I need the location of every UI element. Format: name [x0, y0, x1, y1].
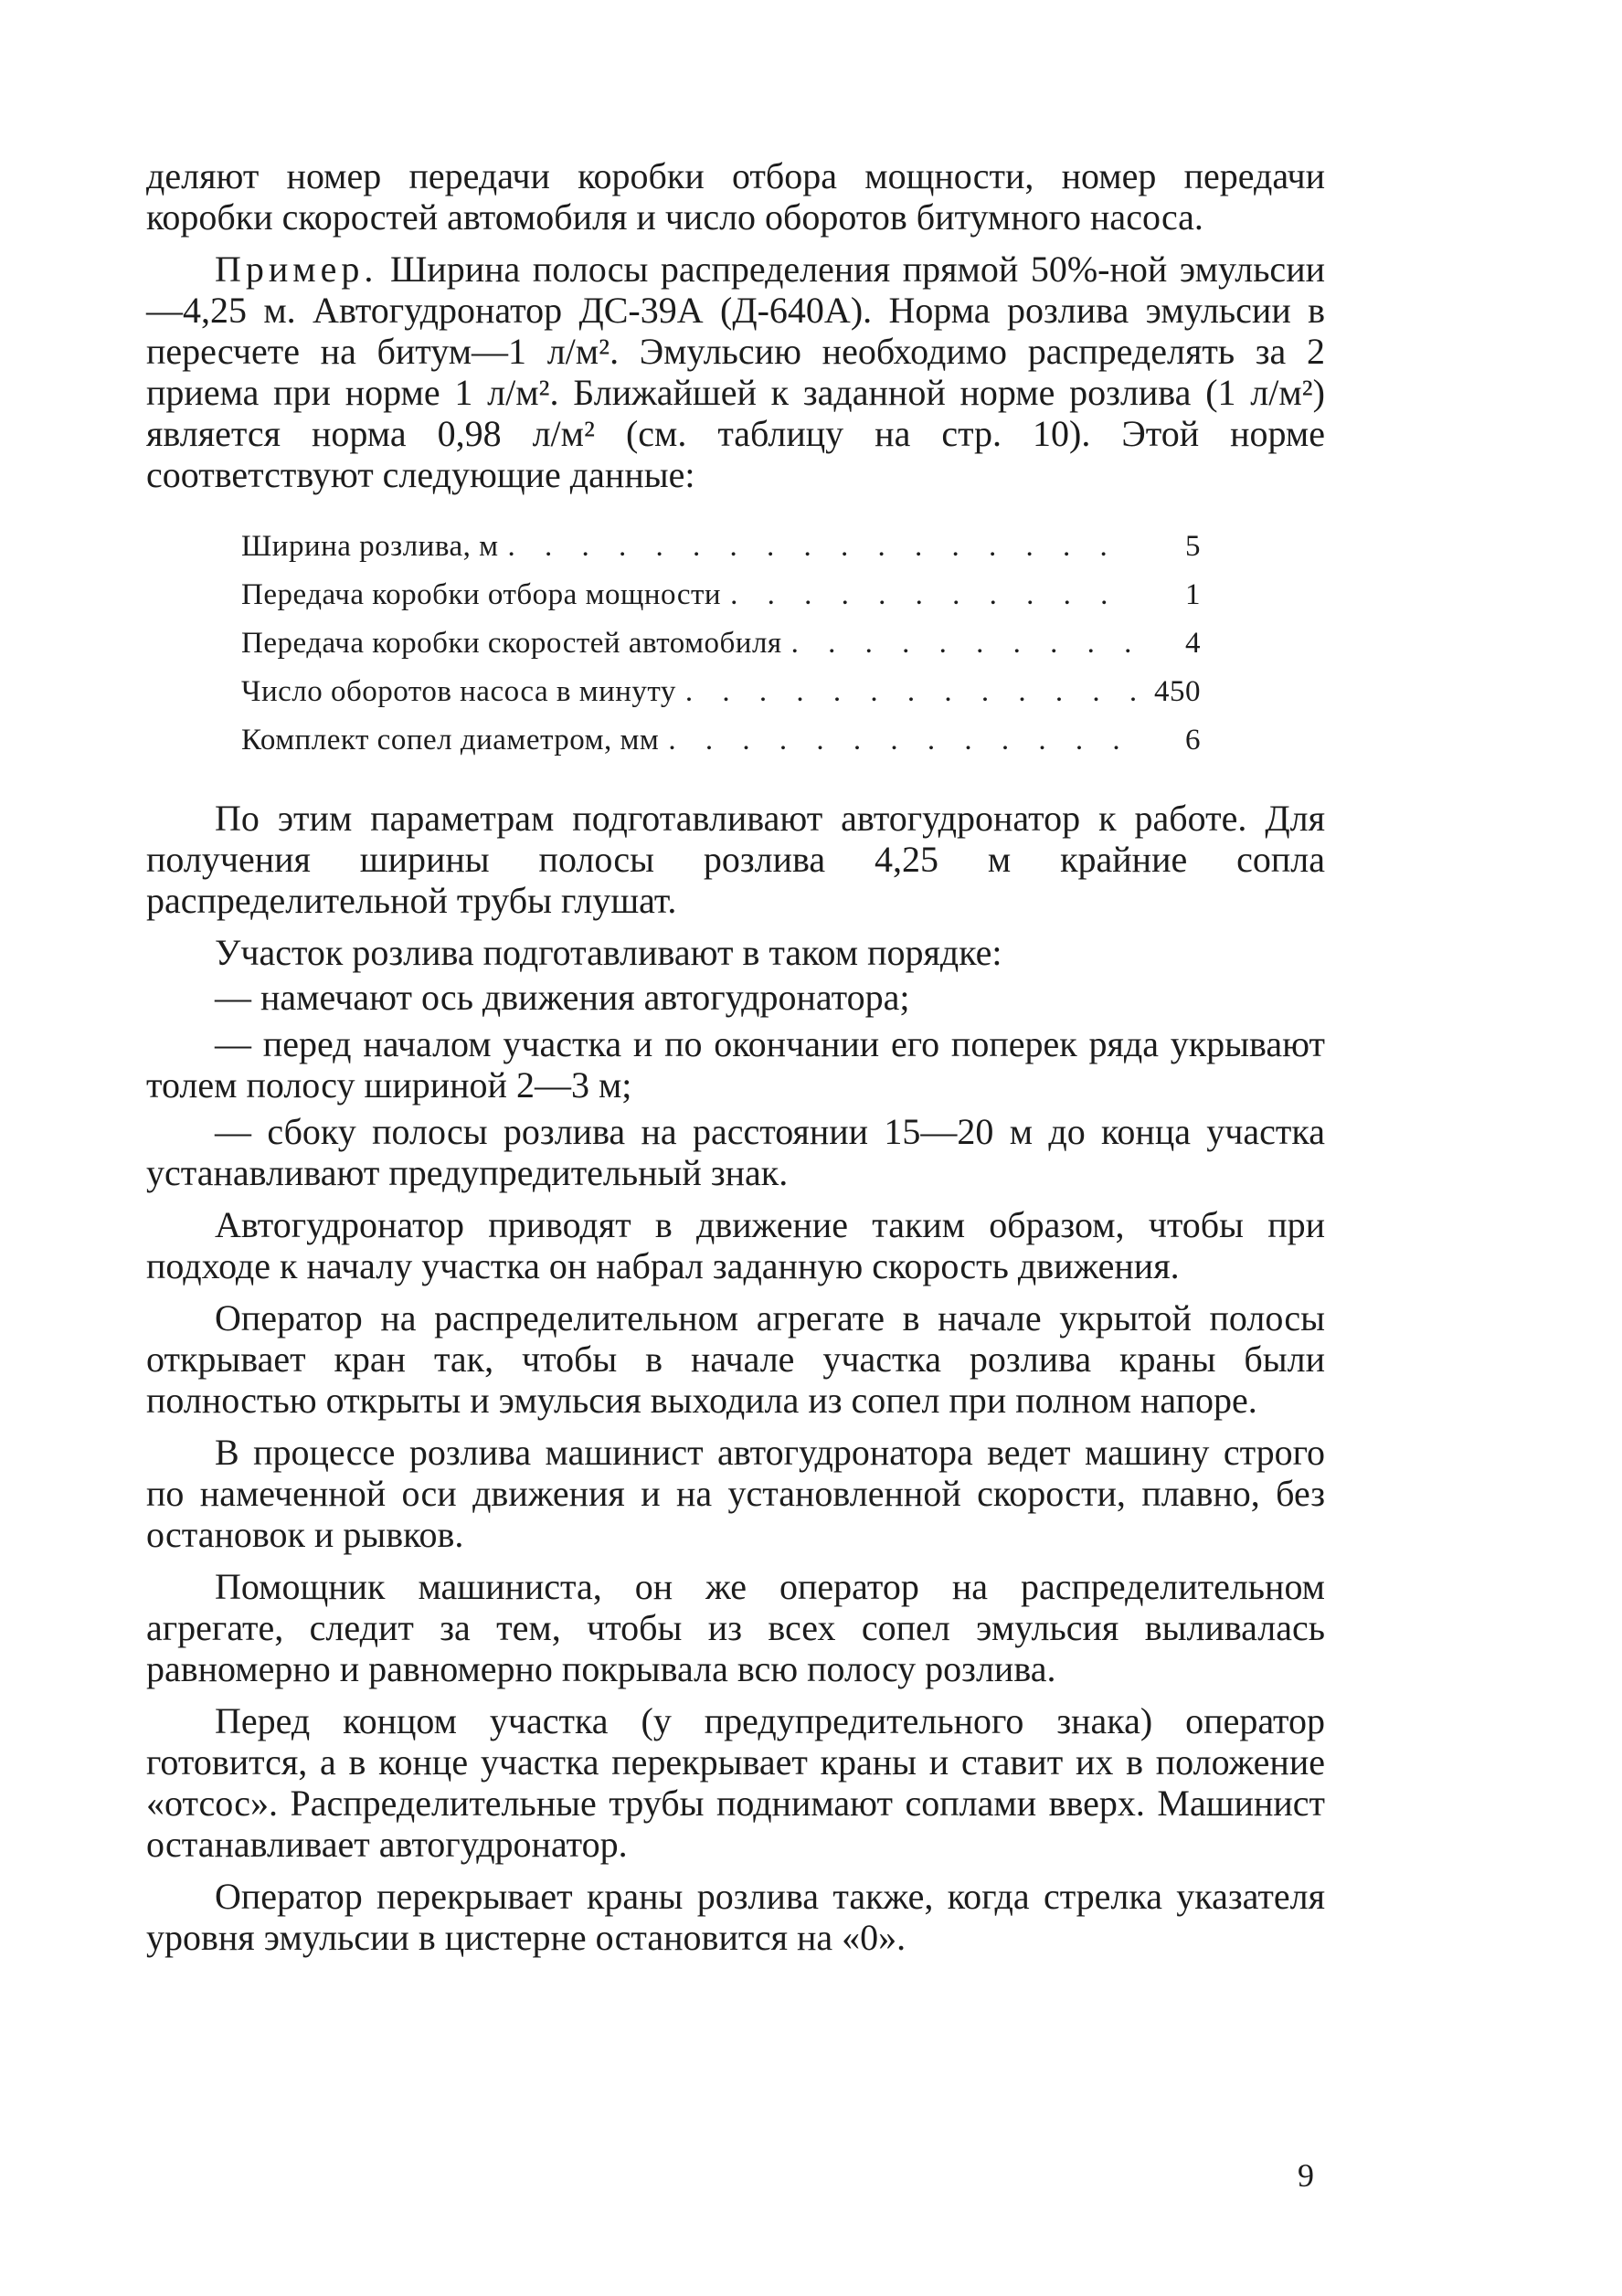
- dot-leader: [668, 716, 1139, 765]
- paragraph: Оператор перекрывает краны розлива также, когда стрелка указателя уровня эмульсии в цистерне остановится на «0».: [146, 1876, 1325, 1958]
- spec-value: 5: [1185, 530, 1201, 563]
- dot-leader: [791, 619, 1139, 668]
- spec-label: Число оборотов насоса в минуту: [241, 675, 676, 708]
- spec-row: [241, 668, 1201, 716]
- dash-list-item: — перед началом участка и по окончании его поперек ряда укрывают толем полосу шириной 2—3 м;: [146, 1023, 1325, 1106]
- spec-value: 1: [1185, 578, 1201, 611]
- spec-label: Комплект сопел диаметром, мм: [241, 724, 660, 757]
- example-lead: Пример.: [215, 249, 378, 290]
- paragraph: Помощник машиниста, он же оператор на распределительном агрегате, следит за тем, чтобы из всех сопел эмульсия выливалась равномерно и равномерно покрывала всю полосу розлива.: [146, 1566, 1325, 1689]
- dot-leader: [508, 523, 1139, 571]
- spec-value: 450: [1154, 675, 1201, 708]
- example-paragraph: [146, 249, 1325, 495]
- spec-label: Передача коробки скоростей автомобиля: [241, 627, 782, 660]
- dash-list-item: — намечают ось движения автогудронатора;: [215, 977, 910, 1018]
- spec-label: Ширина розлива, м: [241, 530, 499, 563]
- spec-row: [241, 571, 1201, 619]
- dash-list-item: — сбоку полосы розлива на расстоянии 15—20 м до конца участка устанавливают предупредительный знак.: [146, 1111, 1325, 1193]
- spec-row: [241, 523, 1201, 571]
- example-text: Ширина полосы распределения прямой 50%-ной эмульсии—4,25 м. Автогудронатор ДС-39А (Д-640А). Норма розлива эмульсии в пересчете на битум—1 л/м². Эмульсию необходимо распределять за 2 приема при норме 1 л/м². Ближайшей к заданной норме розлива (1 л/м²) является норма 0,98 л/м² (см. таблицу на стр. 10). Этой норме соответствуют следующие данные:: [146, 249, 1325, 495]
- paragraph: В процессе розлива машинист автогудронатора ведет машину строго по намеченной оси движения и на установленной скорости, плавно, без остановок и рывков.: [146, 1432, 1325, 1555]
- document-page: [146, 155, 1325, 1969]
- spec-value: 4: [1185, 627, 1201, 660]
- spec-label: Передача коробки отбора мощности: [241, 578, 722, 611]
- paragraph-continuation: деляют номер передачи коробки отбора мощности, номер передачи коробки скоростей автомобиля и число оборотов битумного насоса.: [146, 155, 1325, 238]
- spec-value: 6: [1185, 724, 1201, 757]
- paragraph: Перед концом участка (у предупредительного знака) оператор готовится, а в конце участка перекрывает краны и ставит их в положение «отсос». Распределительные трубы поднимают соплами вверх. Машинист останавливает автогудронатор.: [146, 1700, 1325, 1865]
- dot-leader: [685, 668, 1139, 716]
- spec-row: [241, 716, 1201, 765]
- page-number: 9: [1298, 2157, 1314, 2194]
- spec-row: [241, 619, 1201, 668]
- paragraph-order: Участок розлива подготавливают в таком порядке:: [215, 932, 1002, 973]
- spec-table: [241, 523, 1201, 765]
- paragraph: Автогудронатор приводят в движение таким образом, чтобы при подходе к началу участка он набрал заданную скорость движения.: [146, 1204, 1325, 1286]
- paragraph: Оператор на распределительном агрегате в начале укрытой полосы открывает кран так, чтобы в начале участка розлива краны были полностью открыты и эмульсия выходила из сопел при полном напоре.: [146, 1297, 1325, 1421]
- paragraph-prepare: По этим параметрам подготавливают автогудронатор к работе. Для получения ширины полосы розлива 4,25 м крайние сопла распределительной трубы глушат.: [146, 798, 1325, 921]
- dot-leader: [730, 571, 1139, 619]
